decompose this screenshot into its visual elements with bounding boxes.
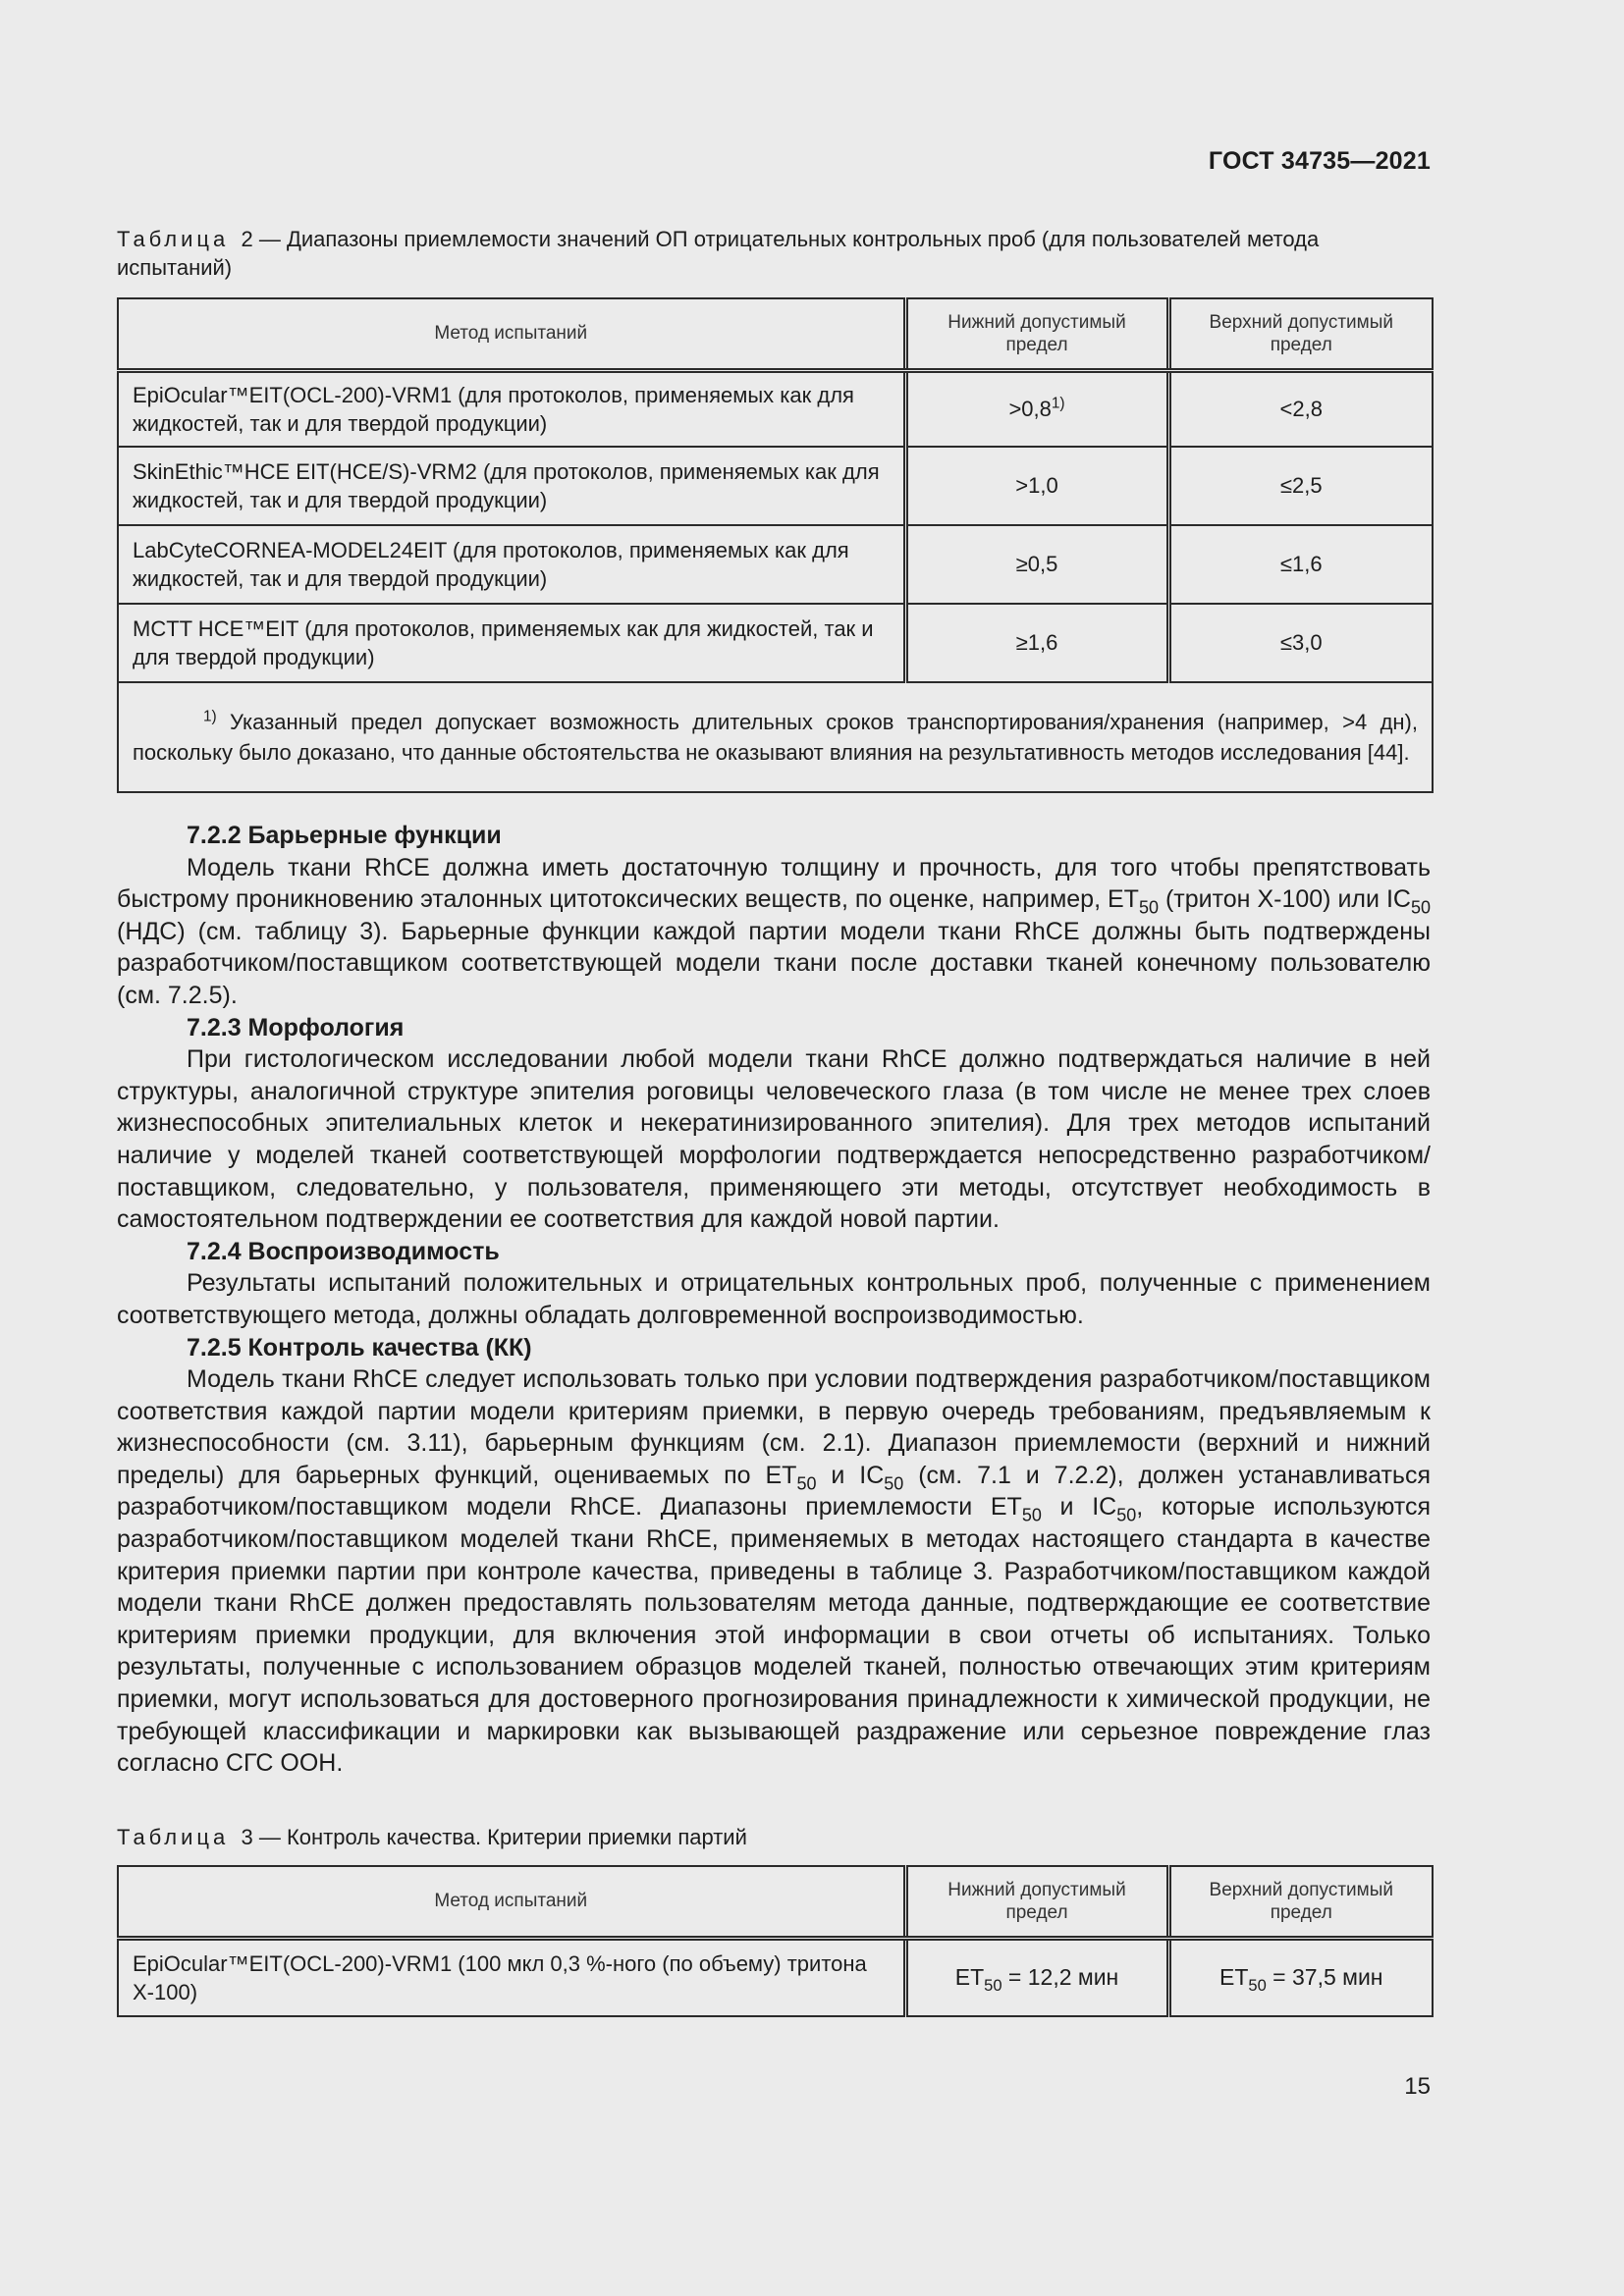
footnote-ref: 1) (1051, 395, 1065, 412)
table2-upper-cell: ≤3,0 (1168, 604, 1433, 682)
section-heading-723: 7.2.3 Морфология (187, 1013, 405, 1041)
body-text (117, 820, 1431, 1780)
paragraph-724: Результаты испытаний положительных и отрицательных контрольных проб, полученные с применением соответствующего метода, должны обладать долговременной воспроизводимостью. (117, 1269, 1431, 1329)
table2-header-lower: Нижний допустимый предел (905, 298, 1168, 370)
footnote-mark: 1) (203, 708, 217, 725)
table-row (118, 525, 1433, 604)
table2-lower-cell: ≥1,6 (905, 604, 1168, 682)
table-row (118, 447, 1433, 525)
table2-header-method: Метод испытаний (118, 298, 905, 370)
table3-header-lower: Нижний допустимый предел (905, 1866, 1168, 1938)
table2-header-upper: Верхний допустимый предел (1168, 298, 1433, 370)
section-heading-724: 7.2.4 Воспроизводимость (187, 1237, 500, 1265)
table2-method-cell: LabCyteCORNEA-MODEL24EIT (для протоколов, применяемых как для жидкостей, так и для твердой продукции) (118, 525, 905, 604)
table2-footnote-row (118, 682, 1433, 792)
footnote-text: Указанный предел допускает возможность длительных сроков транспортирования/хранения (например, >4 дн), поскольку было доказано, что данные обстоятельства не оказывают влияния на результативность методов исследования [44]. (133, 710, 1418, 765)
table-row (118, 604, 1433, 682)
table3 (117, 1865, 1434, 2017)
table2-footnote (118, 682, 1433, 792)
section-heading-722: 7.2.2 Барьерные функции (187, 822, 502, 849)
table3-caption-text: 3 — Контроль качества. Критерии приемки партий (241, 1825, 747, 1849)
paragraph-723: При гистологическом исследовании любой модели ткани RhCE должно подтверждаться наличие в ней структуры, аналогичной структуре эпителия роговицы человеческого глаза (в том числе не менее трех слоев жизнеспособных эпителиальных клеток и некератинизированного эпителия). Для трех методов испытаний наличие у моделей тканей соответствующей морфологии подтверждается непосредственно разработчиком/поставщиком, следовательно, у пользователя, применяющего эти методы, отсутствует необходимость в самостоятельном подтверждении ее соответствия для каждой новой партии. (117, 1045, 1431, 1234)
table2 (117, 297, 1434, 793)
table3-lower-cell: $ET_{50} = 12,2$ мин (905, 1938, 1168, 2016)
table2-lower-cell: >1,0 (905, 447, 1168, 525)
table2-upper-cell: <2,8 (1168, 370, 1433, 447)
table3-header-row (118, 1866, 1433, 1938)
paragraph-722: Модель ткани RhCE должна иметь достаточную толщину и прочность, для того чтобы препятствовать быстрому проникновению эталонных цитотоксических веществ, по оценке, например, $ET_{50}$ (тритон X-100) или $IC_{50}$ (НДС) (см. таблицу 3). Барьерные функции каждой партии модели ткани RhCE должны быть подтверждены разработчиком/поставщиком соответствующей модели ткани после доставки тканей конечному пользователю (см. 7.2.5). (117, 853, 1431, 1009)
table2-lower-cell: $>0,8^{1)}$ (905, 370, 1168, 447)
table3-method-cell: EpiOcular™EIT(OCL-200)-VRM1 (100 мкл 0,3 %-ного (по объему) тритона X-100) (118, 1938, 905, 2016)
table2-lower-cell: ≥0,5 (905, 525, 1168, 604)
table3-caption (117, 1823, 1431, 1851)
table2-caption-text: 2 — Диапазоны приемлемости значений ОП отрицательных контрольных проб (для пользователей метода испытаний) (117, 227, 1320, 280)
table3-caption-word: Таблица (117, 1825, 230, 1849)
paragraph-725: Модель ткани RhCE следует использовать только при условии подтверждения разработчиком/поставщиком соответствия каждой партии модели критериям приемки, в первую очередь требованиям, предъявляемым к жизнеспособности (см. 3.11), барьерным функциям (см. 2.1). Диапазон приемлемости (верхний и нижний пределы) для барьерных функций, оцениваемых по $ET_{50}$ и $IC_{50}$ (см. 7.1 и 7.2.2), должен устанавливаться разработчиком/поставщиком модели RhCE. Диапазоны приемлемости $ET_{50}$ и $IC_{50}$, которые используются разработчиком/поставщиком моделей ткани RhCE, применяемых в методах настоящего стандарта в качестве критерия приемки партии при контроле качества, приведены в таблице 3. Разработчиком/поставщиком каждой модели ткани RhCE должен предоставлять пользователям метода данные, подтверждающие ее соответствие критериям приемки продукции, для включения этой информации в свои отчеты об испытаниях. Только результаты, полученные с использованием образцов моделей тканей, полностью отвечающих этим критериям приемки, могут использоваться для достоверного прогнозирования принадлежности к химической продукции, не требующей классификации и маркировки как вызывающей раздражение или серьезное повреждение глаз согласно СГС ООН. (117, 1365, 1432, 1778)
table-row (118, 1938, 1433, 2016)
table2-caption (117, 225, 1431, 282)
table-row (118, 370, 1433, 447)
table2-header-row (118, 298, 1433, 370)
table2-caption-word: Таблица (117, 227, 230, 251)
section-heading-725: 7.2.5 Контроль качества (КК) (187, 1333, 532, 1362)
standard-code: ГОСТ 34735—2021 (1208, 147, 1431, 175)
table2-method-cell: MCTT HCE™EIT (для протоколов, применяемых как для жидкостей, так и для твердой продукции) (118, 604, 905, 682)
table3-header-upper: Верхний допустимый предел (1168, 1866, 1433, 1938)
table2-upper-cell: ≤1,6 (1168, 525, 1433, 604)
table2-method-cell: EpiOcular™EIT(OCL-200)-VRM1 (для протоколов, применяемых как для жидкостей, так и для твердой продукции) (118, 370, 905, 447)
table3-header-method: Метод испытаний (118, 1866, 905, 1938)
table2-method-cell: SkinEthic™HCE EIT(HCE/S)-VRM2 (для протоколов, применяемых как для жидкостей, так и для твердой продукции) (118, 447, 905, 525)
table2-upper-cell: ≤2,5 (1168, 447, 1433, 525)
page-number: 15 (1404, 2073, 1431, 2100)
table3-upper-cell: $ET_{50} = 37,5$ мин (1168, 1938, 1433, 2016)
